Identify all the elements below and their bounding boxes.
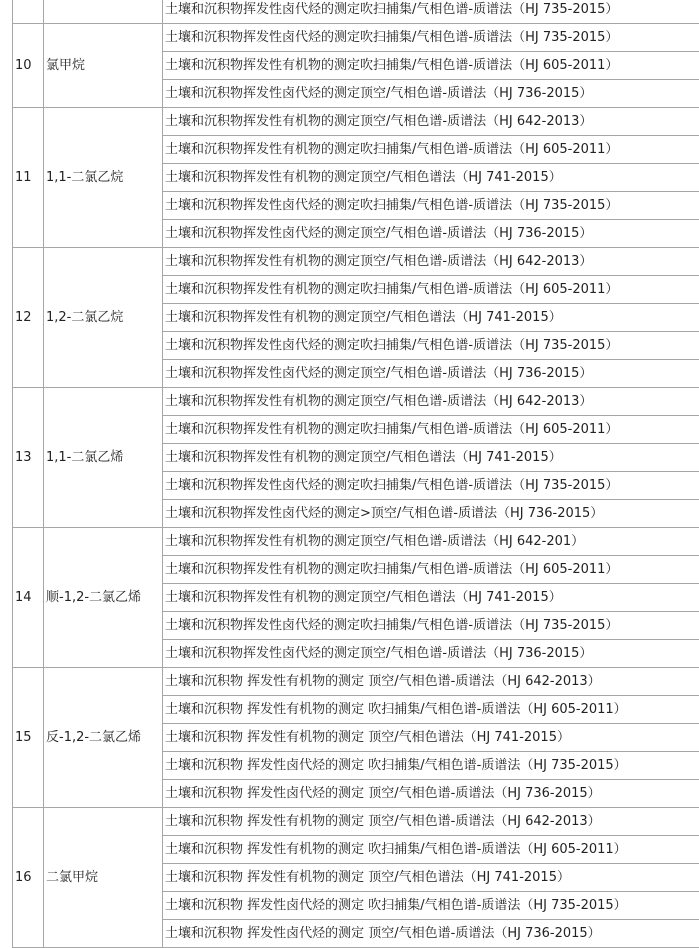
method-standard-cell: 土壤和沉积物挥发性卤代烃的测定顶空/气相色谱-质谱法（HJ 736-2015）: [163, 360, 699, 388]
table-row: [13, 668, 699, 696]
method-standard-cell: 土壤和沉积物 挥发性有机物的测定 吹扫捕集/气相色谱-质谱法（HJ 605-2011）: [163, 696, 699, 724]
method-standard-cell: 土壤和沉积物挥发性有机物的测定顶空/气相色谱法（HJ 741-2015）: [163, 164, 699, 192]
method-standard-cell: 土壤和沉积物 挥发性卤代烃的测定 吹扫捕集/气相色谱-质谱法（HJ 735-2015）: [163, 892, 699, 920]
table-row: [13, 248, 699, 276]
item-number-cell: 14: [13, 528, 44, 668]
method-standard-cell: 土壤和沉积物挥发性卤代烃的测定顶空/气相色谱-质谱法（HJ 736-2015）: [163, 220, 699, 248]
table-body: [13, 0, 699, 948]
compound-name-cell: 反-1,2-二氯乙烯: [44, 668, 163, 808]
item-number-cell: 10: [13, 24, 44, 108]
method-standard-cell: 土壤和沉积物 挥发性卤代烃的测定 吹扫捕集/气相色谱-质谱法（HJ 735-2015）: [163, 752, 699, 780]
compound-name-cell: 1,1-二氯乙烯: [44, 388, 163, 528]
table-row: [13, 388, 699, 416]
compound-name-cell: 二氯甲烷: [44, 808, 163, 948]
compound-name-cell: 1,2-二氯乙烷: [44, 248, 163, 388]
method-standard-cell: 土壤和沉积物挥发性卤代烃的测定顶空/气相色谱-质谱法（HJ 736-2015）: [163, 80, 699, 108]
method-standard-cell: 土壤和沉积物挥发性有机物的测定顶空/气相色谱-质谱法（HJ 642-2013）: [163, 108, 699, 136]
item-number-cell: 13: [13, 388, 44, 528]
item-number-cell: 16: [13, 808, 44, 948]
method-standard-cell: 土壤和沉积物 挥发性有机物的测定 顶空/气相色谱法（HJ 741-2015）: [163, 724, 699, 752]
method-standard-cell: 土壤和沉积物挥发性卤代烃的测定吹扫捕集/气相色谱-质谱法（HJ 735-2015）: [163, 332, 699, 360]
compound-name-cell: 顺-1,2-二氯乙烯: [44, 528, 163, 668]
item-number-cell: 12: [13, 248, 44, 388]
method-standard-cell: 土壤和沉积物挥发性有机物的测定吹扫捕集/气相色谱-质谱法（HJ 605-2011）: [163, 416, 699, 444]
table-row: [13, 108, 699, 136]
method-standard-cell: 土壤和沉积物挥发性有机物的测定吹扫捕集/气相色谱-质谱法（HJ 605-2011）: [163, 276, 699, 304]
method-standard-cell: 土壤和沉积物挥发性卤代烃的测定吹扫捕集/气相色谱-质谱法（HJ 735-2015）: [163, 0, 699, 24]
method-standard-cell: 土壤和沉积物挥发性卤代烃的测定>顶空/气相色谱-质谱法（HJ 736-2015）: [163, 500, 699, 528]
item-number-cell: 11: [13, 108, 44, 248]
method-standard-cell: 土壤和沉积物挥发性卤代烃的测定吹扫捕集/气相色谱-质谱法（HJ 735-2015）: [163, 192, 699, 220]
standards-table: [12, 0, 699, 948]
method-standard-cell: 土壤和沉积物挥发性有机物的测定吹扫捕集/气相色谱-质谱法（HJ 605-2011）: [163, 556, 699, 584]
method-standard-cell: 土壤和沉积物 挥发性有机物的测定 顶空/气相色谱-质谱法（HJ 642-2013）: [163, 668, 699, 696]
method-standard-cell: 土壤和沉积物挥发性有机物的测定吹扫捕集/气相色谱-质谱法（HJ 605-2011）: [163, 136, 699, 164]
method-standard-cell: 土壤和沉积物挥发性有机物的测定顶空/气相色谱-质谱法（HJ 642-2013）: [163, 388, 699, 416]
table-row: [13, 808, 699, 836]
method-standard-cell: 土壤和沉积物挥发性有机物的测定顶空/气相色谱法（HJ 741-2015）: [163, 304, 699, 332]
method-standard-cell: 土壤和沉积物挥发性卤代烃的测定顶空/气相色谱-质谱法（HJ 736-2015）: [163, 640, 699, 668]
method-standard-cell: 土壤和沉积物挥发性有机物的测定顶空/气相色谱法（HJ 741-2015）: [163, 444, 699, 472]
document-page: [12, 0, 691, 948]
item-number-cell: [13, 0, 44, 24]
method-standard-cell: 土壤和沉积物 挥发性有机物的测定 顶空/气相色谱法（HJ 741-2015）: [163, 864, 699, 892]
method-standard-cell: 土壤和沉积物挥发性有机物的测定顶空/气相色谱-质谱法（HJ 642-201）: [163, 528, 699, 556]
compound-name-cell: [44, 0, 163, 24]
method-standard-cell: 土壤和沉积物挥发性卤代烃的测定吹扫捕集/气相色谱-质谱法（HJ 735-2015）: [163, 472, 699, 500]
method-standard-cell: 土壤和沉积物挥发性有机物的测定吹扫捕集/气相色谱-质谱法（HJ 605-2011）: [163, 52, 699, 80]
method-standard-cell: 土壤和沉积物挥发性卤代烃的测定吹扫捕集/气相色谱-质谱法（HJ 735-2015）: [163, 612, 699, 640]
compound-name-cell: 氯甲烷: [44, 24, 163, 108]
method-standard-cell: 土壤和沉积物 挥发性有机物的测定 顶空/气相色谱-质谱法（HJ 642-2013）: [163, 808, 699, 836]
method-standard-cell: 土壤和沉积物挥发性卤代烃的测定吹扫捕集/气相色谱-质谱法（HJ 735-2015）: [163, 24, 699, 52]
compound-name-cell: 1,1-二氯乙烷: [44, 108, 163, 248]
method-standard-cell: 土壤和沉积物 挥发性卤代烃的测定 顶空/气相色谱-质谱法（HJ 736-2015）: [163, 780, 699, 808]
table-row: [13, 24, 699, 52]
method-standard-cell: 土壤和沉积物挥发性有机物的测定顶空/气相色谱法（HJ 741-2015）: [163, 584, 699, 612]
method-standard-cell: 土壤和沉积物挥发性有机物的测定顶空/气相色谱-质谱法（HJ 642-2013）: [163, 248, 699, 276]
item-number-cell: 15: [13, 668, 44, 808]
method-standard-cell: 土壤和沉积物 挥发性有机物的测定 吹扫捕集/气相色谱-质谱法（HJ 605-2011）: [163, 836, 699, 864]
table-row: [13, 0, 699, 24]
method-standard-cell: 土壤和沉积物 挥发性卤代烃的测定 顶空/气相色谱-质谱法（HJ 736-2015）: [163, 920, 699, 948]
table-row: [13, 528, 699, 556]
